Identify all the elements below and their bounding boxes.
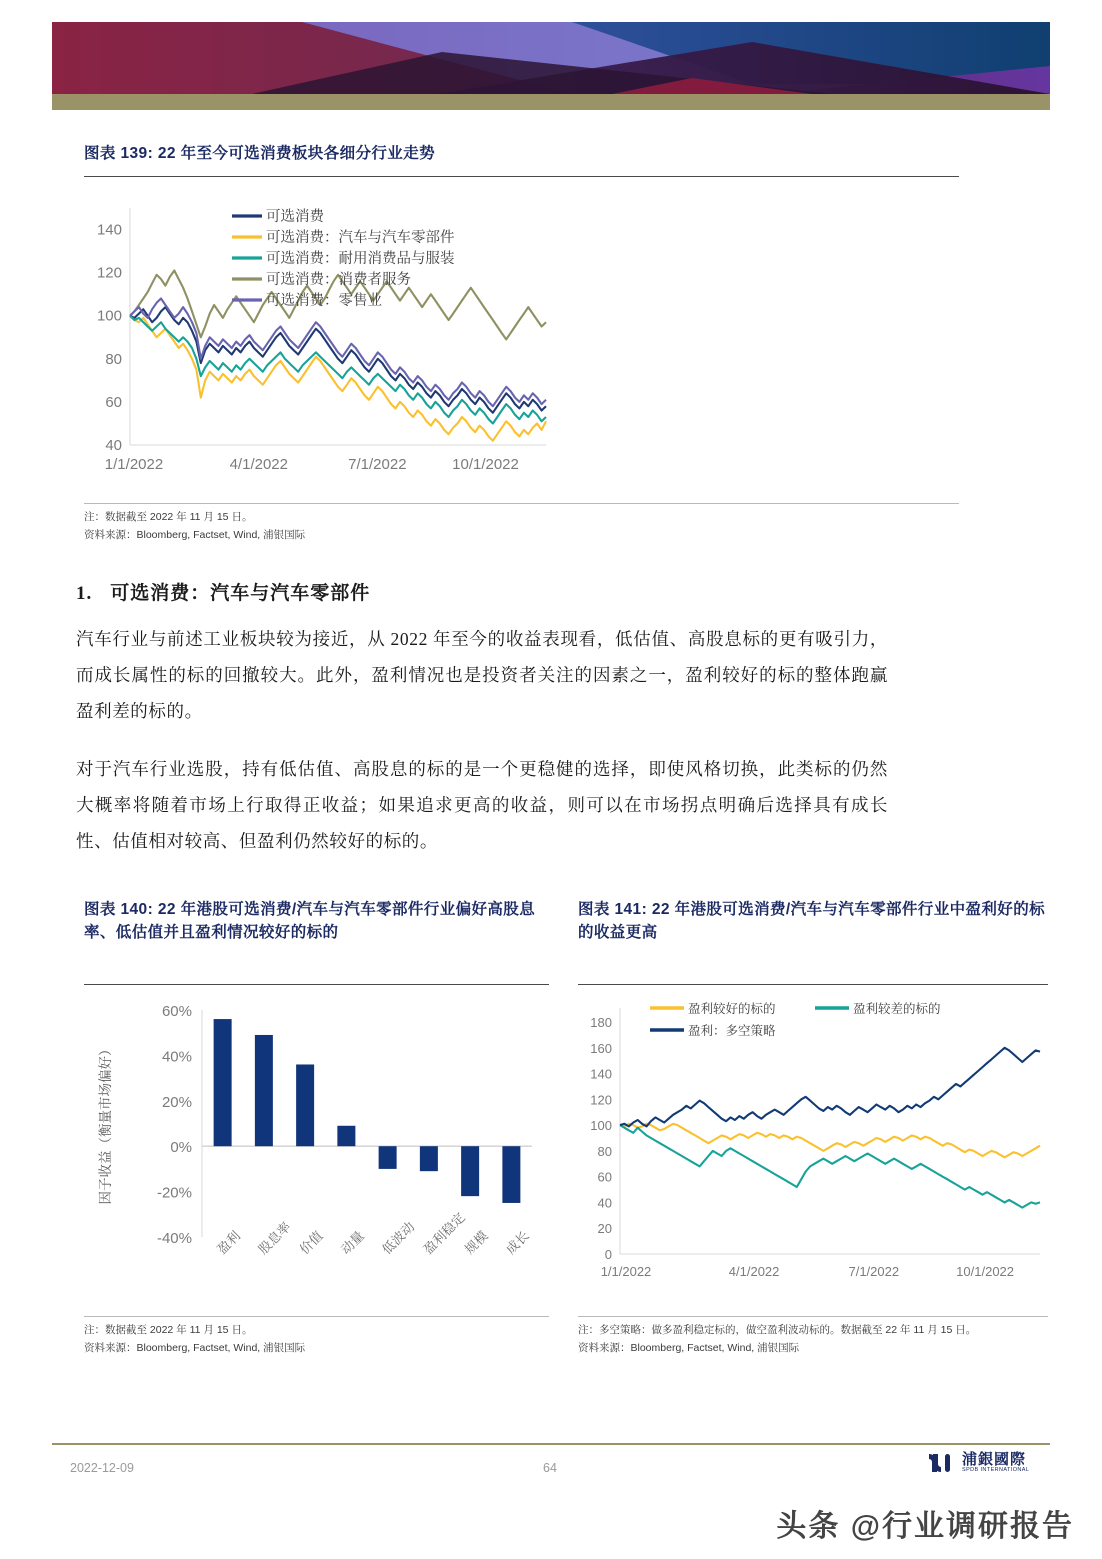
body-paragraph-1: 汽车行业与前述工业板块较为接近，从 2022 年至今的收益表现看，低估值、高股息标的更有吸引力，而成长属性的标的回撤较大。此外，盈利情况也是投资者关注的因素之一，盈利较好的标的整体跑赢盈利差的标的。 [76, 629, 888, 721]
svg-text:60: 60 [105, 393, 122, 411]
svg-text:可选消费：耐用消费品与服装: 可选消费：耐用消费品与服装 [266, 251, 455, 267]
svg-text:140: 140 [96, 221, 122, 239]
body-paragraph-2: 对于汽车行业选股，持有低估值、高股息的标的是一个更稳健的选择，即使风格切换，此类标的仍然大概率将随着市场上行取得正收益；如果追求更高的收益，则可以在市场拐点明确后选择具有成长性、估值相对较高、但盈利仍然较好的标的。 [76, 759, 888, 851]
exhibit-141-chart [572, 992, 1050, 1312]
logo-text-en: SPDB INTERNATIONAL [962, 1466, 1030, 1473]
svg-text:7/1/2022: 7/1/2022 [348, 456, 407, 473]
spdb-logo-icon [925, 1450, 955, 1476]
svg-text:盈利较差的标的: 盈利较差的标的 [853, 1002, 941, 1016]
svg-text:120: 120 [96, 264, 122, 282]
svg-text:可选消费：汽车与汽车零部件: 可选消费：汽车与汽车零部件 [266, 230, 455, 246]
svg-text:40%: 40% [161, 1048, 192, 1066]
footer-date: 2022-12-09 [70, 1461, 134, 1475]
svg-text:可选消费：消费者服务: 可选消费：消费者服务 [266, 272, 411, 288]
exhibit-139-note: 注：数据截至 2022 年 11 月 15 日。 [84, 511, 253, 523]
exhibit-140-note-divider [84, 1316, 549, 1317]
footer-divider [52, 1443, 1050, 1445]
exhibit-141-title: 图表 141: 22 年港股可选消费/汽车与汽车零部件行业中盈利好的标的收益更高 [578, 901, 1045, 942]
svg-text:-40%: -40% [156, 1230, 192, 1247]
svg-text:-20%: -20% [156, 1184, 192, 1202]
svg-text:20: 20 [597, 1221, 612, 1237]
svg-text:盈利：多空策略: 盈利：多空策略 [688, 1024, 776, 1038]
exhibit-139-divider [84, 176, 959, 177]
svg-text:1/1/2022: 1/1/2022 [600, 1264, 652, 1279]
svg-text:盈利: 盈利 [214, 1228, 244, 1258]
exhibit-140-divider [84, 984, 549, 985]
svg-text:4/1/2022: 4/1/2022 [728, 1264, 780, 1279]
svg-text:成长: 成长 [502, 1228, 532, 1258]
svg-text:股息率: 股息率 [255, 1218, 294, 1258]
svg-text:1/1/2022: 1/1/2022 [104, 456, 164, 473]
svg-text:80: 80 [597, 1143, 612, 1159]
svg-text:可选消费: 可选消费 [266, 209, 324, 225]
svg-text:规模: 规模 [461, 1228, 491, 1258]
svg-text:180: 180 [590, 1015, 612, 1030]
svg-text:80: 80 [105, 350, 122, 368]
svg-text:盈利稳定: 盈利稳定 [420, 1209, 468, 1258]
exhibit-140-source: 资料来源：Bloomberg, Factset, Wind, 浦银国际 [84, 1342, 306, 1355]
logo-text-cn: 浦銀國際 [962, 1451, 1027, 1469]
svg-text:低波动: 低波动 [379, 1218, 418, 1258]
section-number: 1. [76, 583, 93, 604]
exhibit-141-source: 资料来源：Bloomberg, Factset, Wind, 浦银国际 [578, 1342, 800, 1355]
svg-text:40: 40 [105, 437, 122, 454]
exhibit-140-title: 图表 140: 22 年港股可选消费/汽车与汽车零部件行业偏好高股息率、低估值并且盈利情况较好的标的 [84, 901, 536, 942]
exhibit-140-note: 注：数据截至 2022 年 11 月 15 日。 [84, 1324, 253, 1336]
exhibit-141-note-divider [578, 1316, 1048, 1317]
svg-text:100: 100 [590, 1118, 612, 1134]
exhibit-140-chart [84, 992, 549, 1312]
svg-text:0%: 0% [170, 1139, 192, 1157]
watermark: 头条 @行业调研报告 [776, 1510, 1074, 1543]
svg-text:20%: 20% [161, 1093, 192, 1111]
exhibit-139-title: 图表 139: 22 年至今可选消费板块各细分行业走势 [84, 145, 435, 162]
svg-text:100: 100 [96, 307, 122, 325]
svg-text:160: 160 [590, 1040, 612, 1056]
exhibit-139-chart [84, 190, 554, 490]
svg-text:140: 140 [590, 1066, 612, 1082]
svg-text:10/1/2022: 10/1/2022 [956, 1264, 1015, 1279]
page-header-banner [52, 22, 1050, 110]
footer-page-number: 64 [543, 1461, 557, 1475]
company-logo [925, 1450, 1029, 1476]
svg-text:盈利较好的标的: 盈利较好的标的 [688, 1002, 776, 1016]
svg-text:7/1/2022: 7/1/2022 [848, 1264, 900, 1279]
svg-text:0: 0 [604, 1247, 612, 1262]
exhibit-139-note-divider [84, 503, 959, 504]
svg-text:动量: 动量 [337, 1228, 367, 1258]
svg-text:4/1/2022: 4/1/2022 [229, 456, 288, 473]
svg-text:10/1/2022: 10/1/2022 [452, 456, 519, 473]
svg-text:120: 120 [590, 1092, 612, 1108]
svg-text:可选消费：零售业: 可选消费：零售业 [266, 293, 382, 309]
exhibit-141-divider [578, 984, 1048, 985]
svg-text:40: 40 [597, 1195, 612, 1211]
svg-text:因子收益（衡量市场偏好）: 因子收益（衡量市场偏好） [98, 1042, 113, 1205]
exhibit-139-source: 资料来源：Bloomberg, Factset, Wind, 浦银国际 [84, 529, 306, 542]
svg-text:60: 60 [597, 1169, 612, 1185]
section-heading: 可选消费：汽车与汽车零部件 [110, 583, 371, 604]
svg-text:价值: 价值 [296, 1228, 326, 1258]
svg-text:60%: 60% [161, 1003, 192, 1020]
exhibit-141-note: 注：多空策略：做多盈利稳定标的，做空盈利波动标的。数据截至 22 年 11 月 15 日。 [578, 1324, 977, 1336]
